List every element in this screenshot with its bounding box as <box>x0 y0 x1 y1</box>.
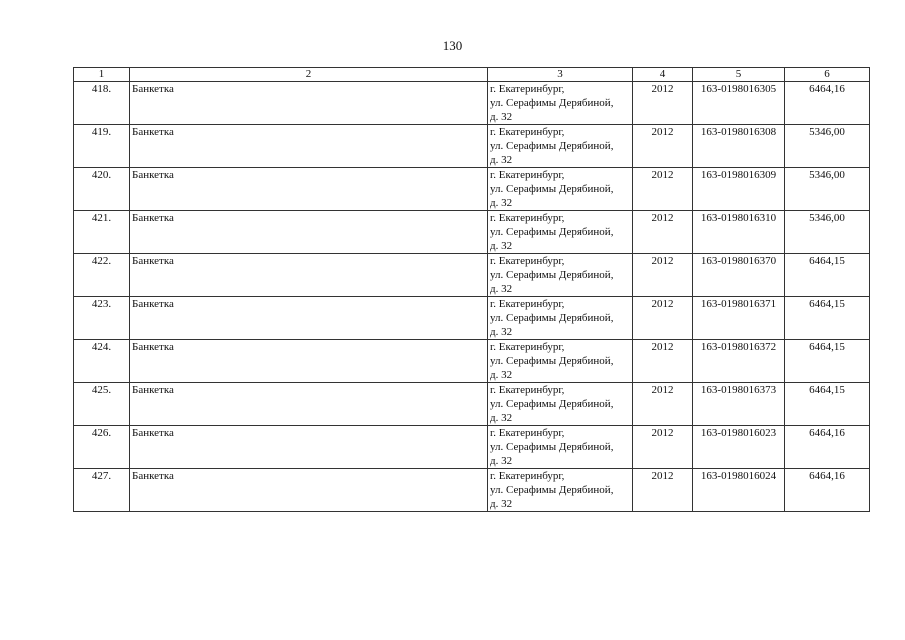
address-city: г. Екатеринбург, <box>490 298 565 310</box>
address-city: г. Екатеринбург, <box>490 169 565 181</box>
address-street: ул. Серафимы Дерябиной, <box>490 97 614 109</box>
inventory-number-cell: 163-0198016310 <box>693 211 785 254</box>
address-city: г. Екатеринбург, <box>490 126 565 138</box>
address-house: д. 32 <box>490 498 513 510</box>
address-house: д. 32 <box>490 326 513 338</box>
address-house: д. 32 <box>490 154 513 166</box>
cost-cell: 6464,15 <box>785 383 870 426</box>
address-city: г. Екатеринбург, <box>490 341 565 353</box>
row-number-cell: 422. <box>74 254 130 297</box>
address-cell <box>488 469 633 512</box>
row-number-cell: 421. <box>74 211 130 254</box>
column-header: 5 <box>693 68 785 82</box>
cost-cell: 5346,00 <box>785 211 870 254</box>
row-number-cell: 427. <box>74 469 130 512</box>
row-number-cell: 424. <box>74 340 130 383</box>
year-cell: 2012 <box>633 211 693 254</box>
inventory-number-cell: 163-0198016023 <box>693 426 785 469</box>
item-name-cell: Банкетка <box>130 254 488 297</box>
address-street: ул. Серафимы Дерябиной, <box>490 183 614 195</box>
year-cell: 2012 <box>633 82 693 125</box>
address-city: г. Екатеринбург, <box>490 83 565 95</box>
column-header: 3 <box>488 68 633 82</box>
address-cell <box>488 168 633 211</box>
year-cell: 2012 <box>633 125 693 168</box>
item-name-cell: Банкетка <box>130 426 488 469</box>
column-header: 1 <box>74 68 130 82</box>
address-street: ул. Серафимы Дерябиной, <box>490 355 614 367</box>
table-header-row <box>74 68 870 82</box>
address-street: ул. Серафимы Дерябиной, <box>490 312 614 324</box>
column-header: 2 <box>130 68 488 82</box>
cost-cell: 6464,16 <box>785 82 870 125</box>
row-number-cell: 420. <box>74 168 130 211</box>
row-number-cell: 426. <box>74 426 130 469</box>
property-table <box>73 67 870 512</box>
address-city: г. Екатеринбург, <box>490 384 565 396</box>
year-cell: 2012 <box>633 469 693 512</box>
row-number-cell: 419. <box>74 125 130 168</box>
inventory-number-cell: 163-0198016308 <box>693 125 785 168</box>
inventory-number-cell: 163-0198016372 <box>693 340 785 383</box>
address-house: д. 32 <box>490 197 513 209</box>
address-city: г. Екатеринбург, <box>490 212 565 224</box>
address-house: д. 32 <box>490 412 513 424</box>
address-house: д. 32 <box>490 111 513 123</box>
item-name-cell: Банкетка <box>130 469 488 512</box>
item-name-cell: Банкетка <box>130 297 488 340</box>
table-row <box>74 383 870 426</box>
page-number: 130 <box>442 38 463 53</box>
address-cell <box>488 211 633 254</box>
inventory-number-cell: 163-0198016370 <box>693 254 785 297</box>
year-cell: 2012 <box>633 426 693 469</box>
address-city: г. Екатеринбург, <box>490 470 565 482</box>
year-cell: 2012 <box>633 340 693 383</box>
table-row <box>74 254 870 297</box>
address-house: д. 32 <box>490 240 513 252</box>
address-cell <box>488 254 633 297</box>
address-street: ул. Серафимы Дерябиной, <box>490 140 614 152</box>
year-cell: 2012 <box>633 383 693 426</box>
year-cell: 2012 <box>633 297 693 340</box>
address-house: д. 32 <box>490 455 513 467</box>
inventory-number-cell: 163-0198016309 <box>693 168 785 211</box>
year-cell: 2012 <box>633 254 693 297</box>
item-name-cell: Банкетка <box>130 211 488 254</box>
cost-cell: 6464,15 <box>785 340 870 383</box>
row-number-cell: 423. <box>74 297 130 340</box>
address-city: г. Екатеринбург, <box>490 427 565 439</box>
address-cell <box>488 340 633 383</box>
address-cell <box>488 383 633 426</box>
cost-cell: 6464,16 <box>785 469 870 512</box>
cost-cell: 5346,00 <box>785 125 870 168</box>
table-row <box>74 426 870 469</box>
table-row <box>74 168 870 211</box>
table-row <box>74 211 870 254</box>
table-row <box>74 82 870 125</box>
table-row <box>74 125 870 168</box>
item-name-cell: Банкетка <box>130 383 488 426</box>
address-house: д. 32 <box>490 283 513 295</box>
table-row <box>74 297 870 340</box>
cost-cell: 6464,16 <box>785 426 870 469</box>
column-header: 4 <box>633 68 693 82</box>
address-cell <box>488 297 633 340</box>
address-street: ул. Серафимы Дерябиной, <box>490 269 614 281</box>
table-row <box>74 340 870 383</box>
inventory-number-cell: 163-0198016024 <box>693 469 785 512</box>
row-number-cell: 418. <box>74 82 130 125</box>
table-row <box>74 469 870 512</box>
cost-cell: 6464,15 <box>785 254 870 297</box>
address-cell <box>488 125 633 168</box>
address-street: ул. Серафимы Дерябиной, <box>490 441 614 453</box>
column-header: 6 <box>785 68 870 82</box>
address-cell <box>488 426 633 469</box>
item-name-cell: Банкетка <box>130 82 488 125</box>
item-name-cell: Банкетка <box>130 125 488 168</box>
year-cell: 2012 <box>633 168 693 211</box>
inventory-number-cell: 163-0198016371 <box>693 297 785 340</box>
inventory-number-cell: 163-0198016305 <box>693 82 785 125</box>
address-street: ул. Серафимы Дерябиной, <box>490 398 614 410</box>
item-name-cell: Банкетка <box>130 340 488 383</box>
cost-cell: 5346,00 <box>785 168 870 211</box>
inventory-number-cell: 163-0198016373 <box>693 383 785 426</box>
item-name-cell: Банкетка <box>130 168 488 211</box>
address-house: д. 32 <box>490 369 513 381</box>
address-street: ул. Серафимы Дерябиной, <box>490 226 614 238</box>
address-street: ул. Серафимы Дерябиной, <box>490 484 614 496</box>
row-number-cell: 425. <box>74 383 130 426</box>
address-city: г. Екатеринбург, <box>490 255 565 267</box>
address-cell <box>488 82 633 125</box>
cost-cell: 6464,15 <box>785 297 870 340</box>
